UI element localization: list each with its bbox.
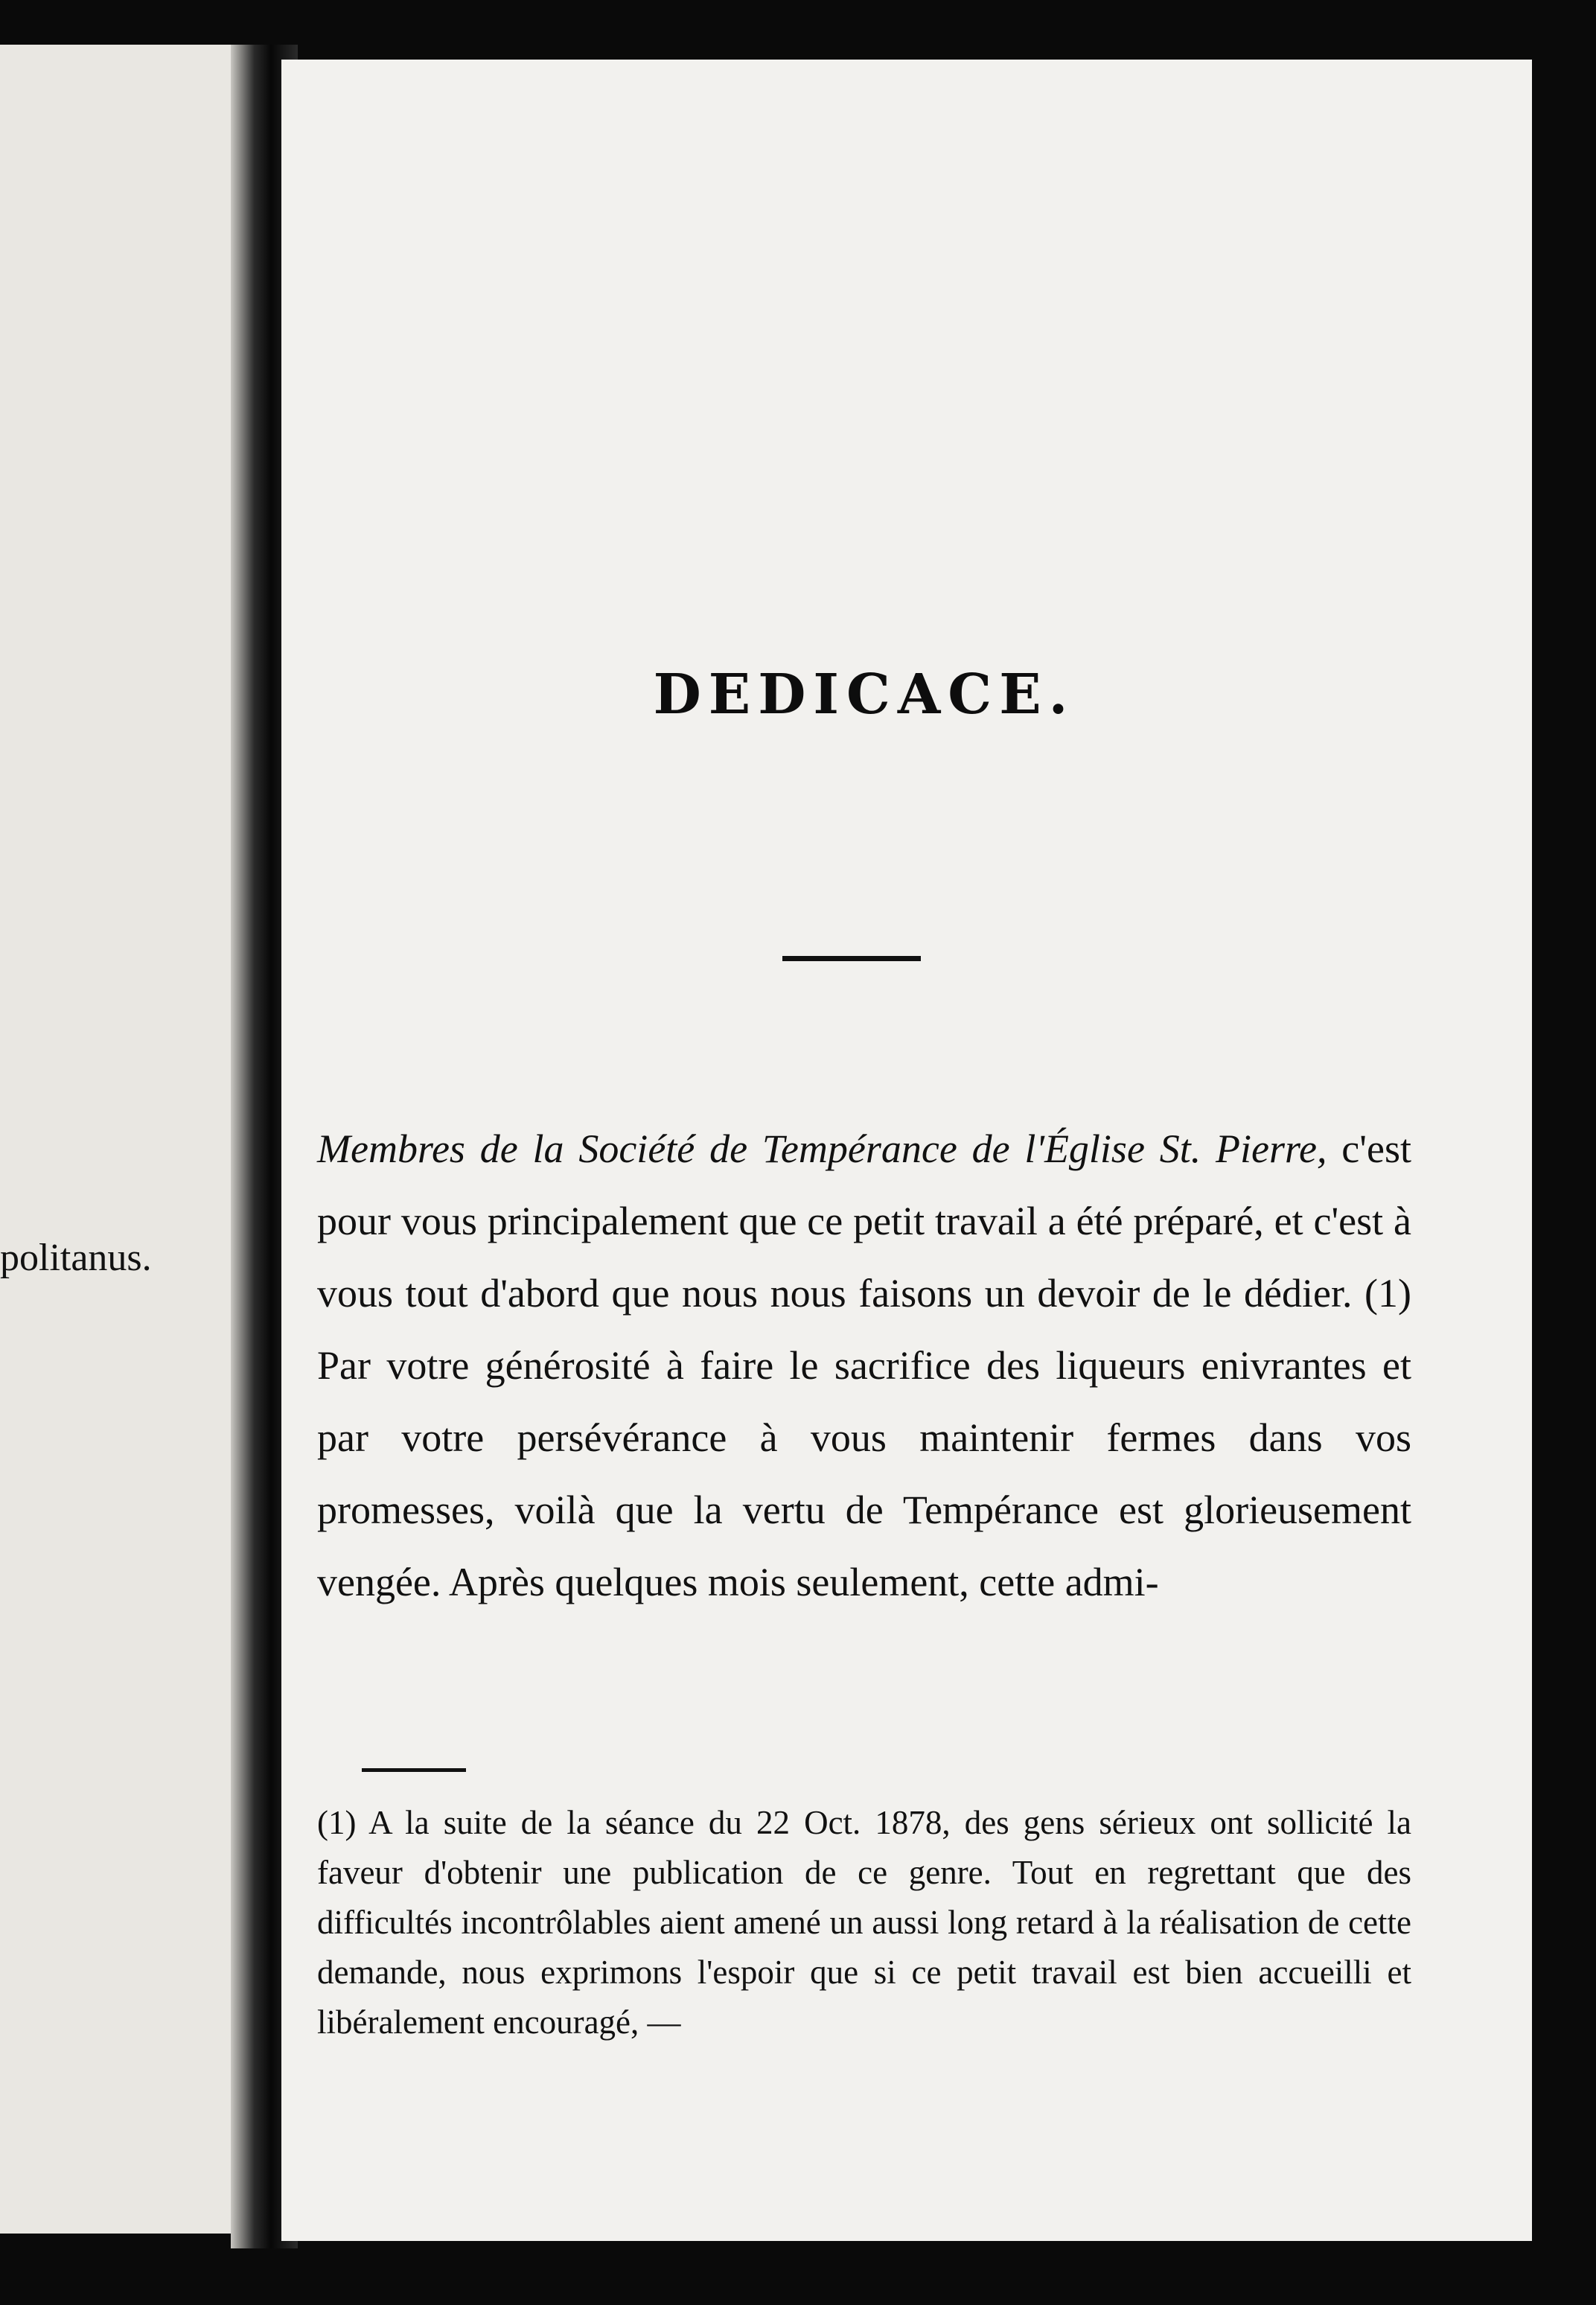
facing-page <box>0 45 261 2234</box>
page <box>281 60 1532 2241</box>
title-rule <box>782 956 921 961</box>
right-border <box>1532 60 1596 2248</box>
dedication-addressee: Membres de la Société de Tempérance de l'Église St. Pierre, <box>317 1126 1327 1171</box>
dedication-paragraph <box>317 1113 1411 1619</box>
footnote: (1) A la suite de la séance du 22 Oct. 1878, des gens sérieux ont sollicité la faveur d'obtenir une publication de ce genre. Tout en regrettant que des difficultés incontrôlables aient amené un aussi long retard à la réalisation de cette demande, nous exprimons l'espoir que si ce petit travail est bien accueilli et libéralement encouragé, — <box>317 1804 1411 2041</box>
dedication-body: c'est pour vous principalement que ce petit travail a été préparé, et c'est à vous tout d'abord que nous nous faisons un devoir de le dédier. (1) Par votre générosité à faire le sacrifice des liqueurs enivrantes et par votre persévérance à vous maintenir fermes dans vos promesses, voilà que la vertu de Tempérance est glorieusement vengée. Après quelques mois seulement, cette admi- <box>317 1126 1411 1604</box>
facing-page-text: politanus. <box>0 1237 152 1279</box>
footnote-rule <box>362 1768 466 1772</box>
page-title: DEDICACE. <box>653 663 1076 727</box>
